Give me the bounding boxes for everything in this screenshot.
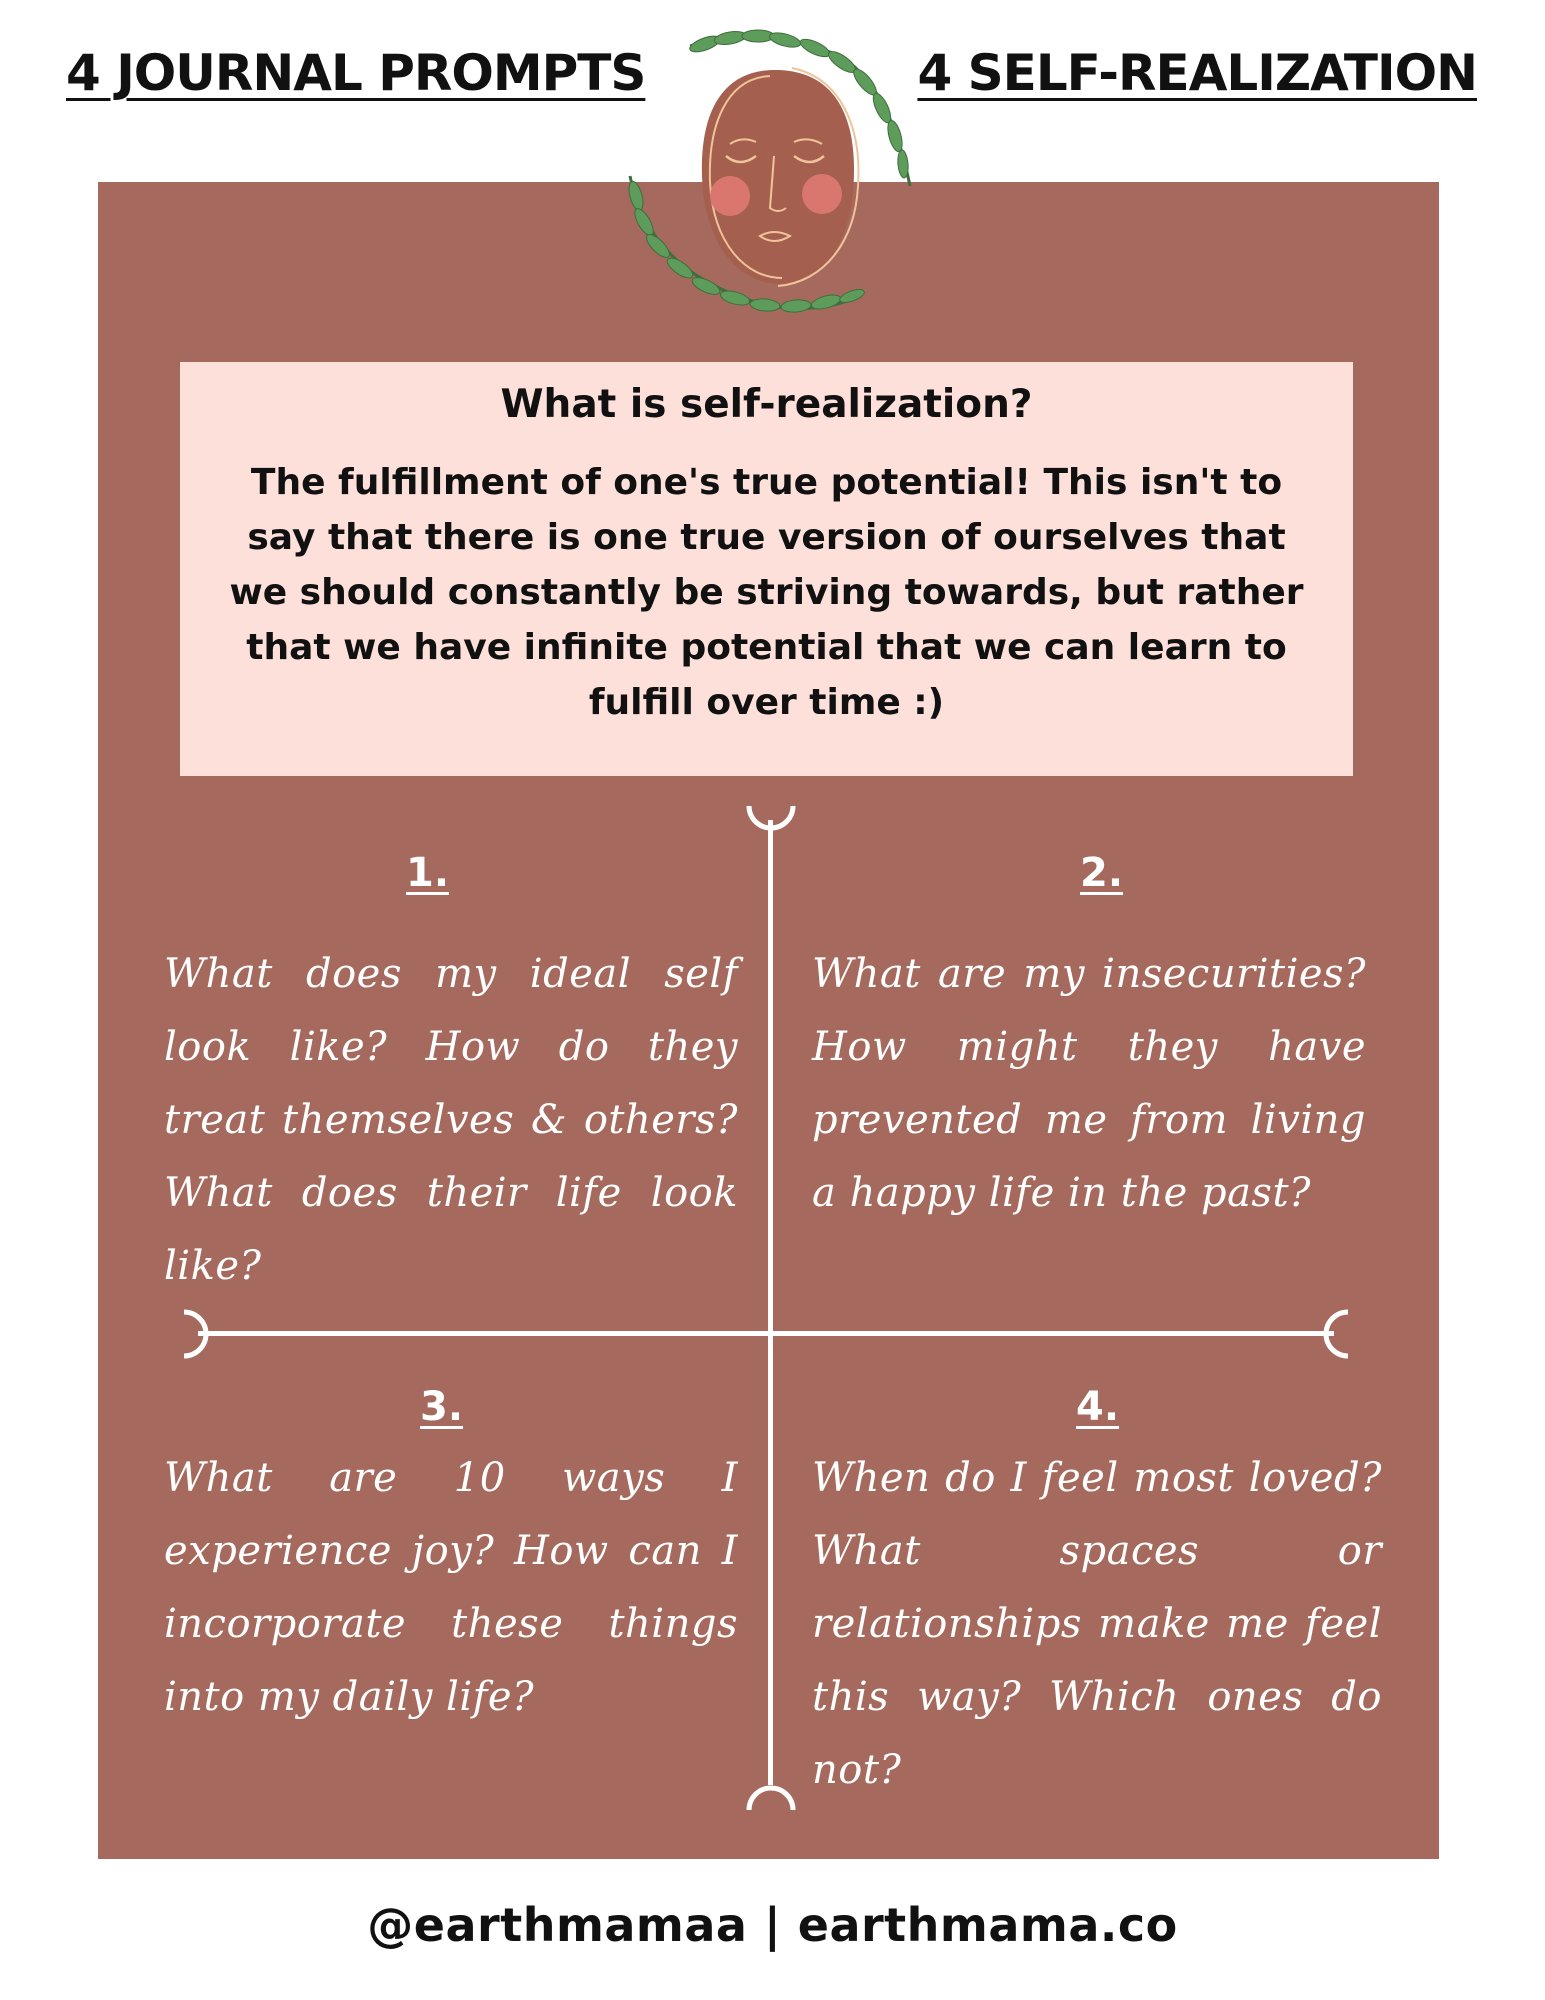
sleeping-face-with-leaves-icon [610, 16, 940, 346]
divider-right-cap [1312, 1306, 1352, 1362]
divider-horizontal [198, 1331, 1334, 1336]
divider-top-cap [743, 802, 799, 842]
divider-left-cap [180, 1306, 220, 1362]
prompt-1-text: What does my ideal self look like? How do they treat themselves & others? What does their life look like? [164, 951, 738, 1289]
title-left: 4 JOURNAL PROMPTS [66, 44, 646, 102]
definition-title: What is self-realization? [500, 382, 1033, 427]
prompt-3-number: 3. [420, 1384, 464, 1430]
title-right: 4 SELF-REALIZATION [917, 44, 1477, 102]
divider-bottom-cap [743, 1774, 799, 1814]
definition-text: The fulfillment of one's true potential! This isn't to say that there is one true version of ourselves that we should constantly be striving towards, but rather that we have infinite potential that we can learn to fulfill over time :) [229, 462, 1304, 723]
prompt-4-text: When do I feel most loved? What spaces or relationships make me feel this way? Which ones do not? [812, 1455, 1382, 1793]
definition-box [180, 362, 1353, 776]
prompt-4-number: 4. [1076, 1384, 1120, 1430]
footer-handle: @earthmamaa | earthmama.co [367, 1898, 1178, 1952]
divider-vertical [768, 820, 773, 1785]
prompt-1-number: 1. [406, 850, 450, 896]
prompt-2-text: What are my insecurities? How might they have prevented me from living a happy life in the past? [812, 951, 1366, 1216]
content-panel [98, 182, 1439, 1859]
prompt-2-number: 2. [1080, 850, 1124, 896]
prompt-3-text: What are 10 ways I experience joy? How can I incorporate these things into my daily life? [164, 1455, 738, 1720]
